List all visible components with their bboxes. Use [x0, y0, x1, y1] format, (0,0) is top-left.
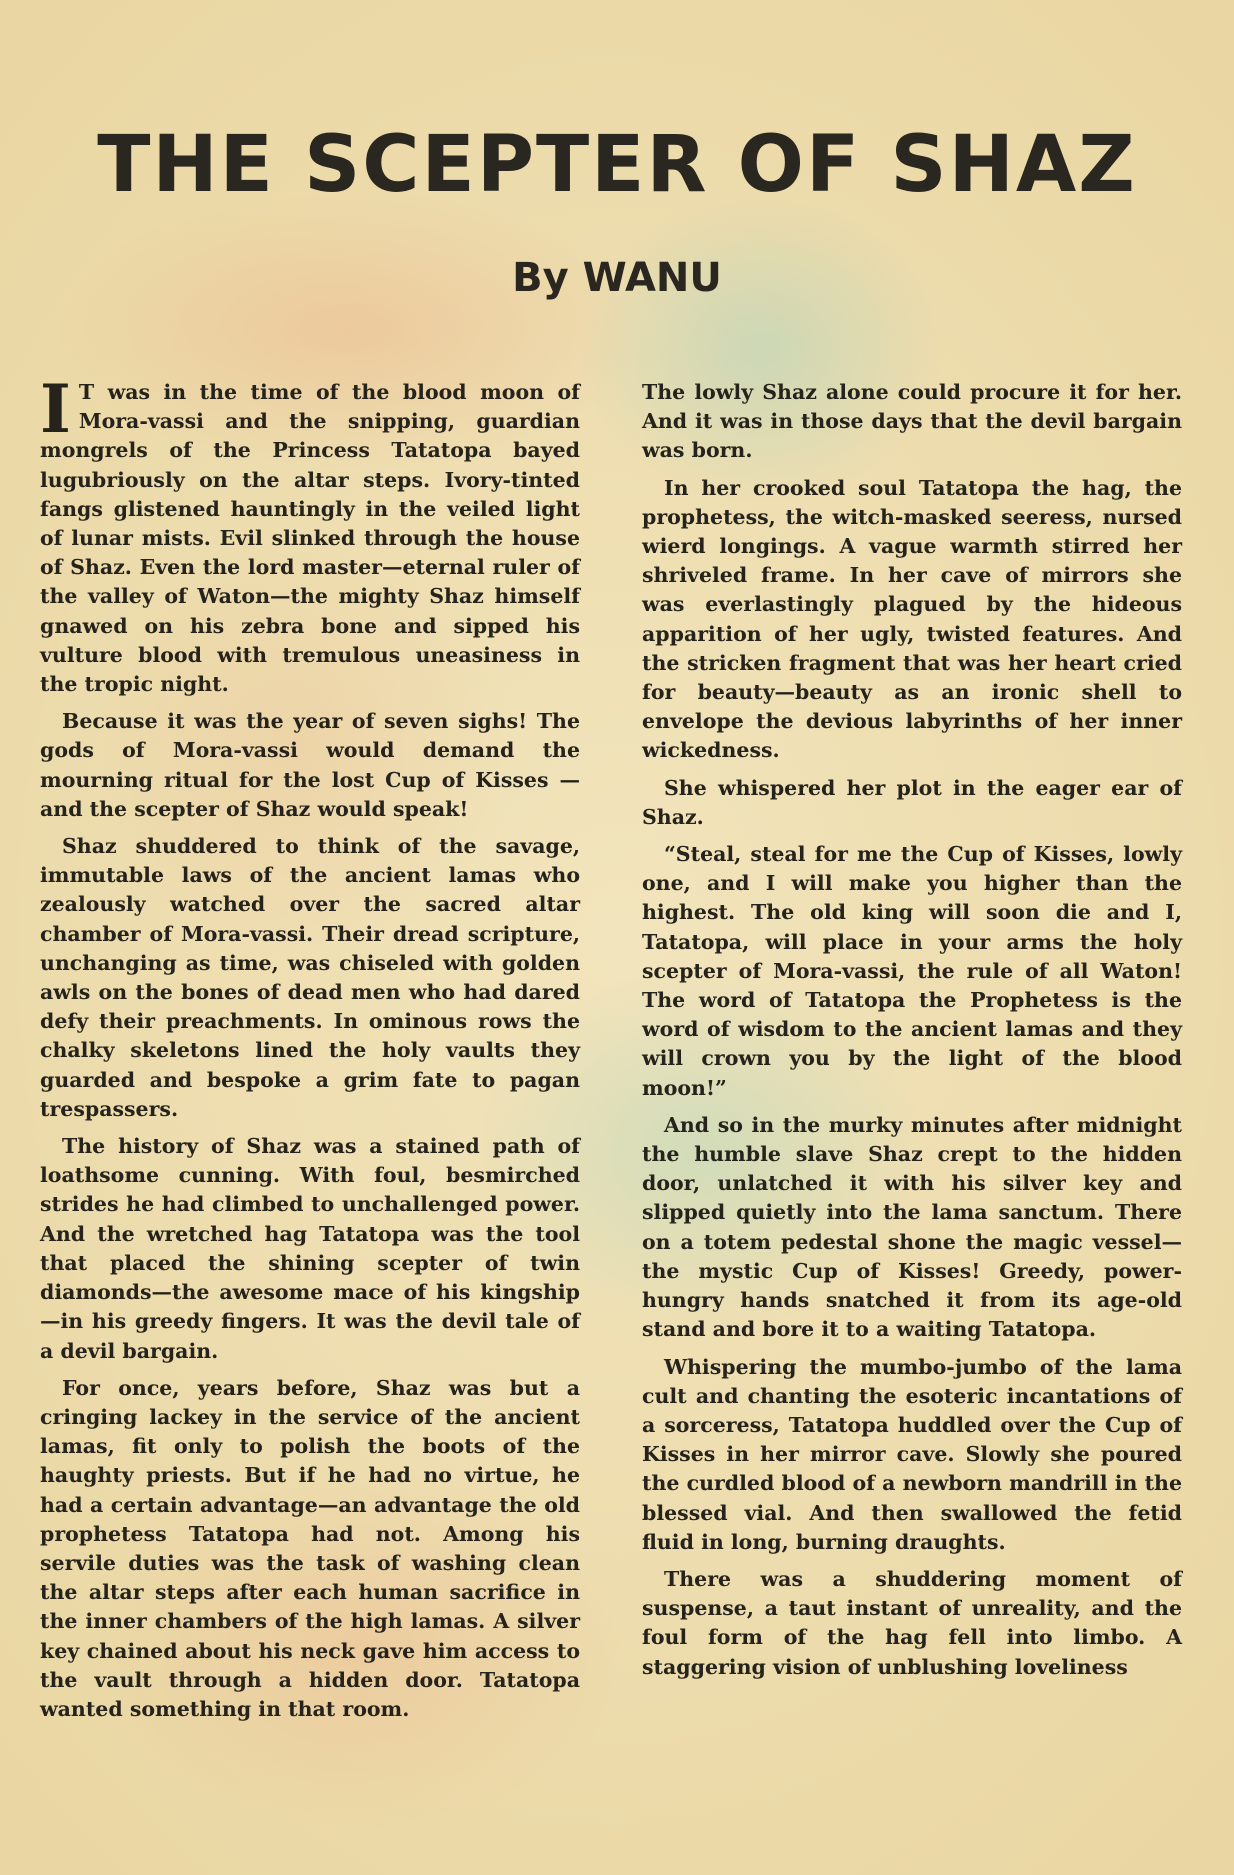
story-title: THE SCEPTER OF SHAZ [97, 120, 1137, 210]
paragraph: Because it was the year of seven sighs! The gods of Mora-vassi would demand the mourning ritual for the lost Cup of Kisses —and the scepter of Shaz would speak! [40, 709, 580, 821]
drop-cap: I [40, 370, 71, 448]
paragraph: “Steal, steal for me the Cup of Kisses, lowly one, and I will make you higher than the highest. The old king will soon die and I, Tatatopa, will place in your arms the holy scepter of Mora-vassi, the rule of all Waton! The word of Tatatopa the Prophetess is the word of wisdom to the ancient lamas and they will crown you by the light of the blood moon!” [642, 842, 1182, 1100]
right-column [642, 378, 1182, 1690]
paragraph [40, 370, 580, 699]
paragraph: And so in the murky minutes after midnight the humble slave Shaz crept to the hidden door, unlatched it with his silver key and slipped quietly into the lama sanctum. There on a totem pedestal shone the magic vessel—the mystic Cup of Kisses! Greedy, power-hungry hands snatched it from its age-old stand and bore it to a waiting Tatatopa. [642, 1112, 1182, 1342]
paragraph: For once, years before, Shaz was but a cringing lackey in the service of the ancient lamas, fit only to polish the boots of the haughty priests. But if he had no virtue, he had a certain advantage—an advantage the old prophetess Tatatopa had not. Among his servile duties was the task of washing clean the altar steps after each human sacrifice in the inner chambers of the high lamas. A silver key chained about his neck gave him access to the vault through a hidden door. Tatatopa wanted something in that room. [40, 1375, 580, 1721]
paragraph: The lowly Shaz alone could procure it for her. And it was in those days that the devil bargain was born. [642, 380, 1182, 463]
paragraph: She whispered her plot in the eager ear of Shaz. [642, 775, 1182, 829]
paragraph: Shaz shuddered to think of the savage, immutable laws of the ancient lamas who zealously watched over the sacred altar chamber of Mora-vassi. Their dread scripture, unchanging as time, was chiseled with golden awls on the bones of dead men who had dared defy their preachments. In ominous rows the chalky skeletons lined the holy vaults they guarded and bespoke a grim fate to pagan trespassers. [40, 834, 580, 1121]
paragraph: Whispering the mumbo-jumbo of the lama cult and chanting the esoteric incantations of a sorceress, Tatatopa huddled over the Cup of Kisses in her mirror cave. Slowly she poured the curdled blood of a newborn mandrill in the blessed vial. And then swallowed the fetid fluid in long, burning draughts. [642, 1354, 1182, 1554]
left-column [40, 370, 580, 1732]
paragraph: There was a shuddering moment of suspense, a taut instant of unreality, and the foul form of the hag fell into limbo. A staggering vision of unblushing loveliness [642, 1566, 1182, 1679]
paragraph-text: T was in the time of the blood moon of Mora-vassi and the snipping, guardian mongrels of the Princess Tatatopa bayed lugubriously on the altar steps. Ivory-tinted fangs glistened hauntingly in the veiled light of lunar mists. Evil slinked through the house of Shaz. Even the lord master—eternal ruler of the valley of Waton—the mighty Shaz himself gnawed on his zebra bone and sipped his vulture blood with tremulous uneasiness in the tropic night. [40, 380, 580, 697]
paragraph: In her crooked soul Tatatopa the hag, the prophetess, the witch-masked seeress, nursed wierd longings. A vague warmth stirred her shriveled frame. In her cave of mirrors she was everlastingly plagued by the hideous apparition of her ugly, twisted features. And the stricken fragment that was her heart cried for beauty—beauty as an ironic shell to envelope the devious labyrinths of her inner wickedness. [642, 475, 1182, 763]
story-byline: By WANU [512, 255, 722, 301]
paragraph: The history of Shaz was a stained path of loathsome cunning. With foul, besmirched strides he had climbed to unchallenged power. And the wretched hag Tatatopa was the tool that placed the shining scepter of twin diamonds—the awesome mace of his kingship—in his greedy fingers. It was the devil tale of a devil bargain. [40, 1134, 580, 1363]
